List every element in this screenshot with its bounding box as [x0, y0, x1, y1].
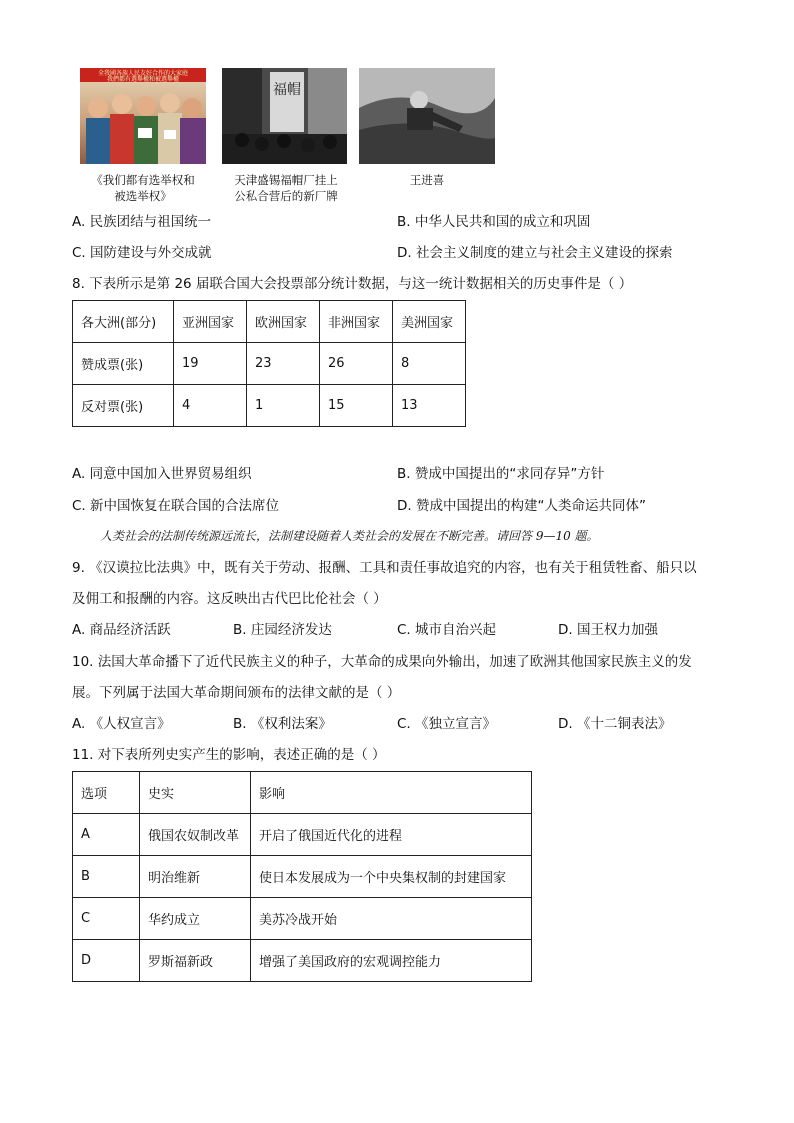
q7-option-b[interactable]: B. 中华人民共和国的成立和巩固: [397, 214, 591, 230]
q9-option-c[interactable]: C. 城市自治兴起: [397, 622, 497, 638]
q8-vote-table: [72, 300, 466, 427]
table-row: [73, 385, 466, 427]
caption-image-2-line2: 公私合营后的新厂牌: [234, 189, 338, 203]
q11-cell-option: B: [73, 856, 140, 898]
table-row: [73, 343, 466, 385]
q11-cell-impact: 开启了俄国近代化的进程: [251, 814, 532, 856]
table-row: [73, 940, 532, 982]
factory-photo-illustration: [222, 68, 347, 164]
q11-cell-option: D: [73, 940, 140, 982]
sign-text: 福帽: [273, 82, 301, 98]
q8-header-america: 美洲国家: [393, 301, 466, 343]
q11-cell-option: A: [73, 814, 140, 856]
q11-history-table: [72, 771, 532, 982]
q10-stem-line1: 10. 法国大革命播下了近代民族主义的种子，大革命的成果向外输出，加速了欧洲其他国家民族主义的发: [72, 654, 692, 670]
q11-header-option: 选项: [73, 772, 140, 814]
poster-text-1: 全我國各族人民友好合作的大家庭: [97, 70, 189, 77]
q11-cell-fact: 明治维新: [140, 856, 251, 898]
q9-option-d[interactable]: D. 国王权力加强: [558, 622, 658, 638]
q8-cell: 23: [247, 343, 320, 385]
q8-option-d[interactable]: D. 赞成中国提出的构建“人类命运共同体”: [397, 498, 646, 514]
q8-header-continent: 各大洲(部分): [73, 301, 174, 343]
q11-cell-option: C: [73, 898, 140, 940]
q11-stem: 11. 对下表所列史实产生的影响，表述正确的是（ ）: [72, 747, 386, 763]
passage-intro: 人类社会的法制传统源远流长，法制建设随着人类社会的发展在不断完善。请回答 9—10 题。: [100, 529, 599, 543]
q8-header-europe: 欧洲国家: [247, 301, 320, 343]
table-row: [73, 898, 532, 940]
q8-option-a[interactable]: A. 同意中国加入世界贸易组织: [72, 466, 252, 482]
caption-image-2: [216, 172, 356, 204]
q10-option-a[interactable]: A. 《人权宣言》: [72, 716, 171, 732]
q7-option-c[interactable]: C. 国防建设与外交成就: [72, 245, 212, 261]
q9-option-b[interactable]: B. 庄园经济发达: [233, 622, 332, 638]
q11-cell-fact: 罗斯福新政: [140, 940, 251, 982]
table-row: [73, 856, 532, 898]
q10-option-d[interactable]: D. 《十二铜表法》: [558, 716, 672, 732]
q10-option-b[interactable]: B. 《权利法案》: [233, 716, 332, 732]
factory-sign-photo: [222, 68, 347, 164]
q10-stem-line2: 展。下列属于法国大革命期间颁布的法律文献的是（ ）: [72, 685, 401, 701]
election-poster-image: [80, 68, 206, 164]
q7-option-a[interactable]: A. 民族团结与祖国统一: [72, 214, 212, 230]
q8-cell: 8: [393, 343, 466, 385]
q8-header-africa: 非洲国家: [320, 301, 393, 343]
q8-option-c[interactable]: C. 新中国恢复在联合国的合法席位: [72, 498, 280, 514]
q11-cell-fact: 俄国农奴制改革: [140, 814, 251, 856]
q8-table-header-row: [73, 301, 466, 343]
q11-table-header-row: [73, 772, 532, 814]
caption-image-3-line1: 王进喜: [409, 173, 445, 187]
q11-cell-fact: 华约成立: [140, 898, 251, 940]
wang-jinxi-illustration: [359, 68, 495, 164]
q9-option-a[interactable]: A. 商品经济活跃: [72, 622, 171, 638]
q8-cell-label: 赞成票(张): [73, 343, 174, 385]
q8-cell: 15: [320, 385, 393, 427]
q9-stem-line2: 及佣工和报酬的内容。这反映出古代巴比伦社会（ ）: [72, 591, 387, 607]
q9-stem-line1: 9. 《汉谟拉比法典》中，既有关于劳动、报酬、工具和责任事故追究的内容，也有关于租赁牲畜、船只以: [72, 560, 697, 576]
q10-option-c[interactable]: C. 《独立宣言》: [397, 716, 497, 732]
wang-jinxi-photo: [359, 68, 495, 164]
q11-cell-impact: 使日本发展成为一个中央集权制的封建国家: [251, 856, 532, 898]
caption-image-1-line1: 《我们都有选举权和: [91, 173, 195, 187]
q8-stem: 8. 下表所示是第 26 届联合国大会投票部分统计数据，与这一统计数据相关的历史事件是（ ）: [72, 276, 633, 292]
q8-cell: 4: [174, 385, 247, 427]
q8-option-b[interactable]: B. 赞成中国提出的“求同存异”方针: [397, 466, 605, 482]
poster-illustration: [80, 68, 206, 164]
q8-header-asia: 亚洲国家: [174, 301, 247, 343]
caption-image-2-line1: 天津盛锡福帽厂挂上: [234, 173, 338, 187]
caption-image-1-line2: 被选举权》: [114, 189, 172, 203]
table-row: [73, 814, 532, 856]
q11-header-fact: 史实: [140, 772, 251, 814]
q7-option-d[interactable]: D. 社会主义制度的建立与社会主义建设的探索: [397, 245, 673, 261]
q8-cell: 19: [174, 343, 247, 385]
q8-cell-label: 反对票(张): [73, 385, 174, 427]
q11-cell-impact: 增强了美国政府的宏观调控能力: [251, 940, 532, 982]
q8-cell: 26: [320, 343, 393, 385]
poster-text-2: 我們都有選舉權和被選舉權: [106, 76, 180, 83]
q8-cell: 13: [393, 385, 466, 427]
q11-cell-impact: 美苏冷战开始: [251, 898, 532, 940]
q11-header-impact: 影响: [251, 772, 532, 814]
q8-cell: 1: [247, 385, 320, 427]
caption-image-3: [359, 172, 495, 188]
caption-image-1: [70, 172, 216, 204]
